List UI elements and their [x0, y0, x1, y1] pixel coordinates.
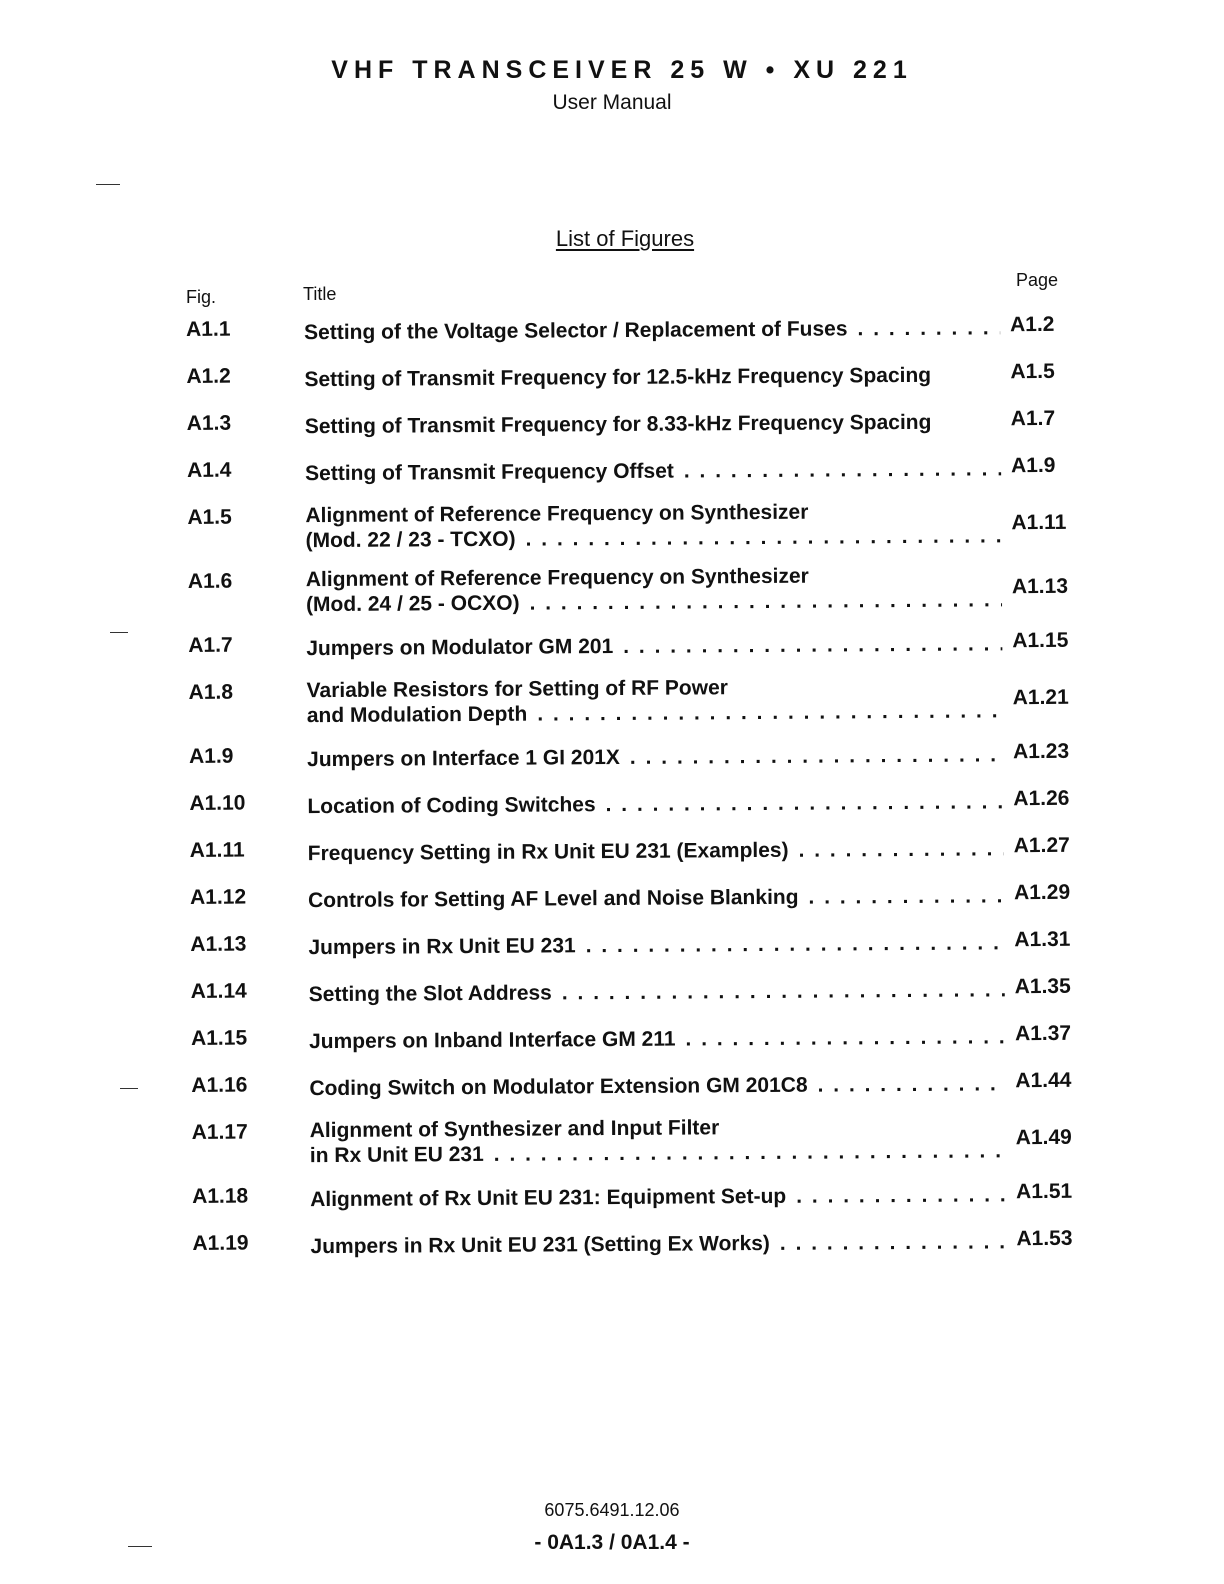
figure-title [305, 456, 1011, 486]
figure-title [304, 362, 1010, 392]
figure-page: A1.51 [1016, 1179, 1073, 1204]
figure-title-last-line [304, 362, 1010, 392]
figure-title-line: Alignment of Synthesizer and Input Filter [309, 1116, 720, 1143]
figure-page: A1.49 [1015, 1125, 1072, 1150]
scan-mark [110, 632, 128, 633]
figure-number: A1.13 [190, 932, 247, 956]
figure-title-line: Jumpers on Interface 1 GI 201X [307, 745, 620, 772]
figure-number: A1.7 [188, 633, 233, 657]
figure-title-line: and Modulation Depth [306, 702, 528, 728]
figure-title-line: Setting the Slot Address [308, 981, 552, 1007]
figure-row[interactable] [189, 673, 1079, 729]
figure-row[interactable] [188, 626, 1078, 662]
figure-title-last-line [307, 742, 1013, 772]
figure-number: A1.17 [191, 1120, 248, 1144]
scan-mark [120, 1088, 138, 1089]
figure-page: A1.5 [1010, 359, 1055, 384]
dot-leader [808, 883, 1004, 909]
figure-title-last-line [309, 977, 1015, 1007]
figure-title-last-line [305, 456, 1011, 486]
figure-number: A1.15 [190, 1026, 248, 1050]
figure-title-last-line [304, 315, 1010, 345]
figure-title-last-line [306, 587, 1012, 617]
document-subtitle: User Manual [552, 91, 672, 114]
figure-title [306, 631, 1012, 661]
section-title: List of Figures [555, 226, 695, 251]
figure-title-line: Setting of the Voltage Selector / Replacement of Fuses [304, 317, 848, 345]
figure-title [305, 409, 1011, 439]
figure-title-last-line [308, 930, 1014, 960]
dot-leader [606, 789, 1004, 817]
figure-row[interactable] [189, 784, 1079, 820]
document-title: VHF TRANSCEIVER 25 W • XU 221 [331, 56, 913, 84]
figure-title-line: Setting of Transmit Frequency for 8.33-kHz Frequency Spacing [304, 410, 932, 439]
figure-title-line: Alignment of Reference Frequency on Synthesizer [305, 500, 809, 528]
dot-leader [562, 977, 1005, 1005]
dot-leader [537, 698, 1003, 726]
figure-page: A1.31 [1014, 927, 1071, 952]
figure-title-line: Coding Switch on Modulator Extension GM 201C8 [309, 1073, 808, 1101]
dot-leader [623, 631, 1002, 659]
figure-title-line: Jumpers on Modulator GM 201 [306, 635, 614, 661]
dot-leader [494, 1138, 1006, 1167]
figure-number: A1.19 [192, 1231, 249, 1255]
page-footer [0, 1500, 1224, 1555]
dot-leader [818, 1071, 1006, 1097]
figure-row[interactable] [189, 737, 1079, 773]
figure-title-last-line [305, 523, 1011, 553]
figure-title-line: in Rx Unit EU 231 [309, 1142, 484, 1168]
figure-title-line: Alignment of Rx Unit EU 231: Equipment Set-up [310, 1184, 787, 1212]
figure-title-last-line [309, 1024, 1015, 1054]
figure-page: A1.26 [1013, 786, 1070, 811]
figure-row[interactable] [190, 831, 1080, 867]
figure-row[interactable] [192, 1113, 1082, 1169]
figure-title-line: (Mod. 22 / 23 - TCXO) [305, 527, 516, 553]
dot-leader [798, 836, 1003, 862]
figure-page: A1.15 [1012, 628, 1069, 653]
column-header-title: Title [303, 284, 337, 304]
figure-row[interactable] [187, 404, 1077, 440]
figure-row[interactable] [190, 925, 1080, 961]
figure-title-last-line [306, 631, 1012, 661]
figure-title-line: Jumpers in Rx Unit EU 231 [308, 934, 576, 960]
figure-number: A1.8 [188, 680, 234, 704]
figure-row[interactable] [187, 451, 1077, 487]
figure-title [308, 930, 1014, 960]
figure-page: A1.53 [1016, 1226, 1073, 1251]
column-header-fig: Fig. [186, 287, 217, 307]
figure-page: A1.37 [1014, 1021, 1072, 1046]
figure-title-line: Jumpers in Rx Unit EU 231 (Setting Ex Works) [310, 1231, 770, 1259]
figure-page: A1.11 [1011, 510, 1067, 535]
figure-title-last-line [308, 883, 1014, 913]
dot-leader [857, 315, 1000, 341]
figure-page: A1.27 [1013, 833, 1070, 858]
figure-number: A1.14 [190, 979, 247, 1003]
figure-page: A1.29 [1013, 880, 1071, 905]
figure-title-line: Setting of Transmit Frequency Offset [305, 459, 674, 486]
figure-title-last-line [307, 698, 1013, 728]
figure-title [310, 1229, 1016, 1259]
dot-leader [780, 1229, 1007, 1256]
figure-title [309, 977, 1015, 1007]
figure-page: A1.44 [1015, 1068, 1072, 1093]
figure-title-last-line [305, 409, 1011, 439]
dot-leader [630, 742, 1003, 770]
figure-row[interactable] [191, 972, 1081, 1008]
figure-title [309, 1024, 1015, 1054]
figure-row[interactable] [186, 310, 1076, 346]
figure-title [310, 1182, 1016, 1212]
figure-row[interactable] [191, 1019, 1081, 1055]
figure-number: A1.2 [186, 364, 231, 388]
figure-page: A1.2 [1010, 312, 1055, 337]
figure-number: A1.3 [186, 411, 232, 435]
figure-title-last-line [307, 789, 1013, 819]
dot-leader [685, 1024, 1005, 1051]
figure-page: A1.7 [1010, 406, 1056, 431]
figure-page: A1.21 [1012, 685, 1069, 710]
figure-title-line: Controls for Setting AF Level and Noise Blanking [308, 885, 799, 913]
figure-title [305, 498, 1011, 553]
figure-title [307, 789, 1013, 819]
figure-row[interactable] [188, 562, 1078, 618]
figure-title-line: Alignment of Reference Frequency on Synthesizer [305, 564, 809, 592]
figure-list [186, 310, 1083, 1277]
document-number: 6075.6491.12.06 [544, 1500, 680, 1520]
figure-title [308, 883, 1014, 913]
figure-title-line: Frequency Setting in Rx Unit EU 231 (Examples) [307, 838, 789, 866]
figure-title [309, 1071, 1015, 1101]
figure-page: A1.35 [1014, 974, 1071, 999]
figure-number: A1.6 [187, 569, 233, 593]
figure-number: A1.18 [192, 1184, 249, 1208]
page-range: - 0A1.3 / 0A1.4 - [534, 1531, 690, 1554]
figure-number: A1.1 [186, 317, 231, 341]
figure-title-line: Location of Coding Switches [307, 793, 596, 819]
figure-page: A1.9 [1010, 453, 1056, 478]
figure-title [307, 673, 1013, 728]
scan-mark [96, 184, 120, 185]
figure-number: A1.16 [191, 1073, 248, 1097]
dot-leader [529, 587, 1002, 615]
figure-title-line: Jumpers on Inband Interface GM 211 [308, 1027, 676, 1054]
figure-row[interactable] [187, 498, 1077, 554]
figure-page: A1.23 [1012, 739, 1070, 764]
figure-title-last-line [310, 1138, 1016, 1168]
figure-page: A1.13 [1011, 574, 1069, 599]
document-header [0, 56, 1224, 115]
figure-row[interactable] [192, 1224, 1082, 1260]
figure-title [308, 836, 1014, 866]
dot-leader [684, 456, 1001, 483]
figure-number: A1.10 [189, 791, 246, 815]
figure-row[interactable] [192, 1177, 1082, 1213]
figure-row[interactable] [186, 357, 1076, 393]
figure-title [310, 1113, 1016, 1168]
figure-title [307, 742, 1013, 772]
scan-mark [128, 1546, 152, 1547]
dot-leader [526, 523, 1002, 551]
dot-leader [796, 1182, 1006, 1208]
dot-leader [586, 930, 1005, 958]
figure-row[interactable] [191, 1066, 1081, 1102]
figure-title [306, 562, 1012, 617]
figure-title [304, 315, 1010, 345]
figure-title-line: Setting of Transmit Frequency for 12.5-kHz Frequency Spacing [304, 363, 932, 392]
figure-title-last-line [310, 1229, 1016, 1259]
figure-title-last-line [310, 1182, 1016, 1212]
figure-number: A1.5 [187, 505, 232, 529]
figure-title-last-line [308, 836, 1014, 866]
figure-title-line: (Mod. 24 / 25 - OCXO) [305, 591, 520, 617]
figure-row[interactable] [190, 878, 1080, 914]
figure-title-last-line [309, 1071, 1015, 1101]
column-header-page: Page [1016, 270, 1059, 290]
figure-title-line: Variable Resistors for Setting of RF Power [306, 676, 728, 703]
figure-number: A1.4 [186, 458, 232, 482]
figure-number: A1.11 [189, 838, 245, 862]
figure-number: A1.12 [189, 885, 247, 909]
figure-number: A1.9 [188, 744, 234, 768]
